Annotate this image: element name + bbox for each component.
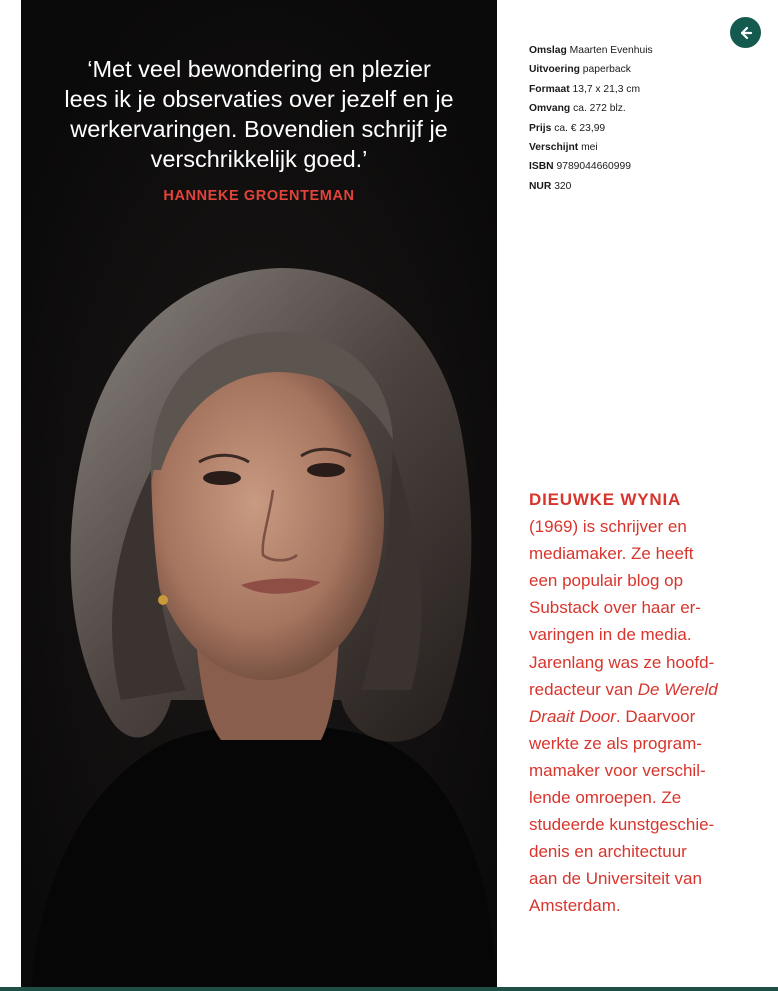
bio-line: lende omroepen. Ze — [529, 788, 682, 808]
bio-line: werkte ze als program- — [529, 733, 702, 753]
spec-value: ca. 272 blz. — [573, 103, 626, 115]
spec-row — [529, 41, 653, 60]
spec-value: 13,7 x 21,3 cm — [572, 83, 641, 95]
quote-author: HANNEKE GROENTEMAN — [163, 188, 355, 204]
quote-line: ‘Met veel bewondering en plezier — [87, 56, 431, 82]
spec-value: 320 — [554, 180, 572, 192]
show-title: Draait Door — [529, 706, 616, 726]
spec-row — [529, 99, 653, 118]
spec-row — [529, 177, 653, 196]
spec-label: NUR — [529, 180, 552, 192]
bio-line: (1969) is schrijver en — [529, 517, 687, 537]
spec-row — [529, 157, 653, 176]
spec-row — [529, 80, 653, 99]
spec-value: Maarten Evenhuis — [569, 45, 653, 56]
bio-line: denis en architectuur — [529, 842, 687, 862]
spec-value: 9789044660999 — [556, 161, 631, 173]
spec-label: Omslag — [529, 45, 567, 56]
bio-line — [529, 676, 769, 703]
spec-label: Uitvoering — [529, 64, 580, 76]
bio-text: redacteur van — [529, 679, 638, 699]
spec-row — [529, 119, 653, 138]
author-bio — [529, 486, 769, 920]
bio-line — [529, 703, 769, 730]
bio-line: mamaker voor verschil- — [529, 760, 706, 780]
testimonial-quote — [21, 54, 497, 174]
spec-label: Prijs — [529, 122, 552, 134]
quote-line: lees ik je observaties over jezelf en je — [64, 86, 454, 112]
bio-line: studeerde kunstgeschie- — [529, 815, 715, 835]
spec-value: mei — [581, 142, 598, 154]
bio-text: . Daarvoor — [615, 706, 696, 726]
spec-value: ca. € 23,99 — [554, 122, 606, 134]
bottom-divider — [0, 987, 778, 991]
author-name: DIEUWKE WYNIA — [529, 490, 682, 509]
spec-label: ISBN — [529, 161, 554, 173]
bio-line: varingen in de media. — [529, 625, 692, 645]
back-button[interactable] — [730, 17, 761, 48]
back-arrow-icon — [739, 26, 753, 40]
spec-row — [529, 60, 653, 79]
spec-label: Formaat — [529, 83, 570, 95]
author-photo-panel — [21, 0, 497, 987]
spec-row — [529, 138, 653, 157]
bio-line: Jarenlang was ze hoofd- — [529, 652, 715, 672]
book-specifications — [529, 41, 653, 196]
bio-line: mediamaker. Ze heeft — [529, 544, 694, 564]
bio-line: Substack over haar er- — [529, 598, 701, 618]
show-title: De Wereld — [637, 679, 718, 699]
quote-line: werkervaringen. Bovendien schrijf je — [70, 116, 448, 142]
bio-line: aan de Universiteit van — [529, 869, 702, 889]
spec-label: Verschijnt — [529, 142, 579, 154]
spec-label: Omvang — [529, 103, 571, 115]
bio-line: Amsterdam. — [529, 896, 621, 916]
bio-line: een populair blog op — [529, 571, 684, 591]
spec-value: paperback — [582, 64, 631, 76]
quote-line: verschrikkelijk goed.’ — [150, 146, 368, 172]
